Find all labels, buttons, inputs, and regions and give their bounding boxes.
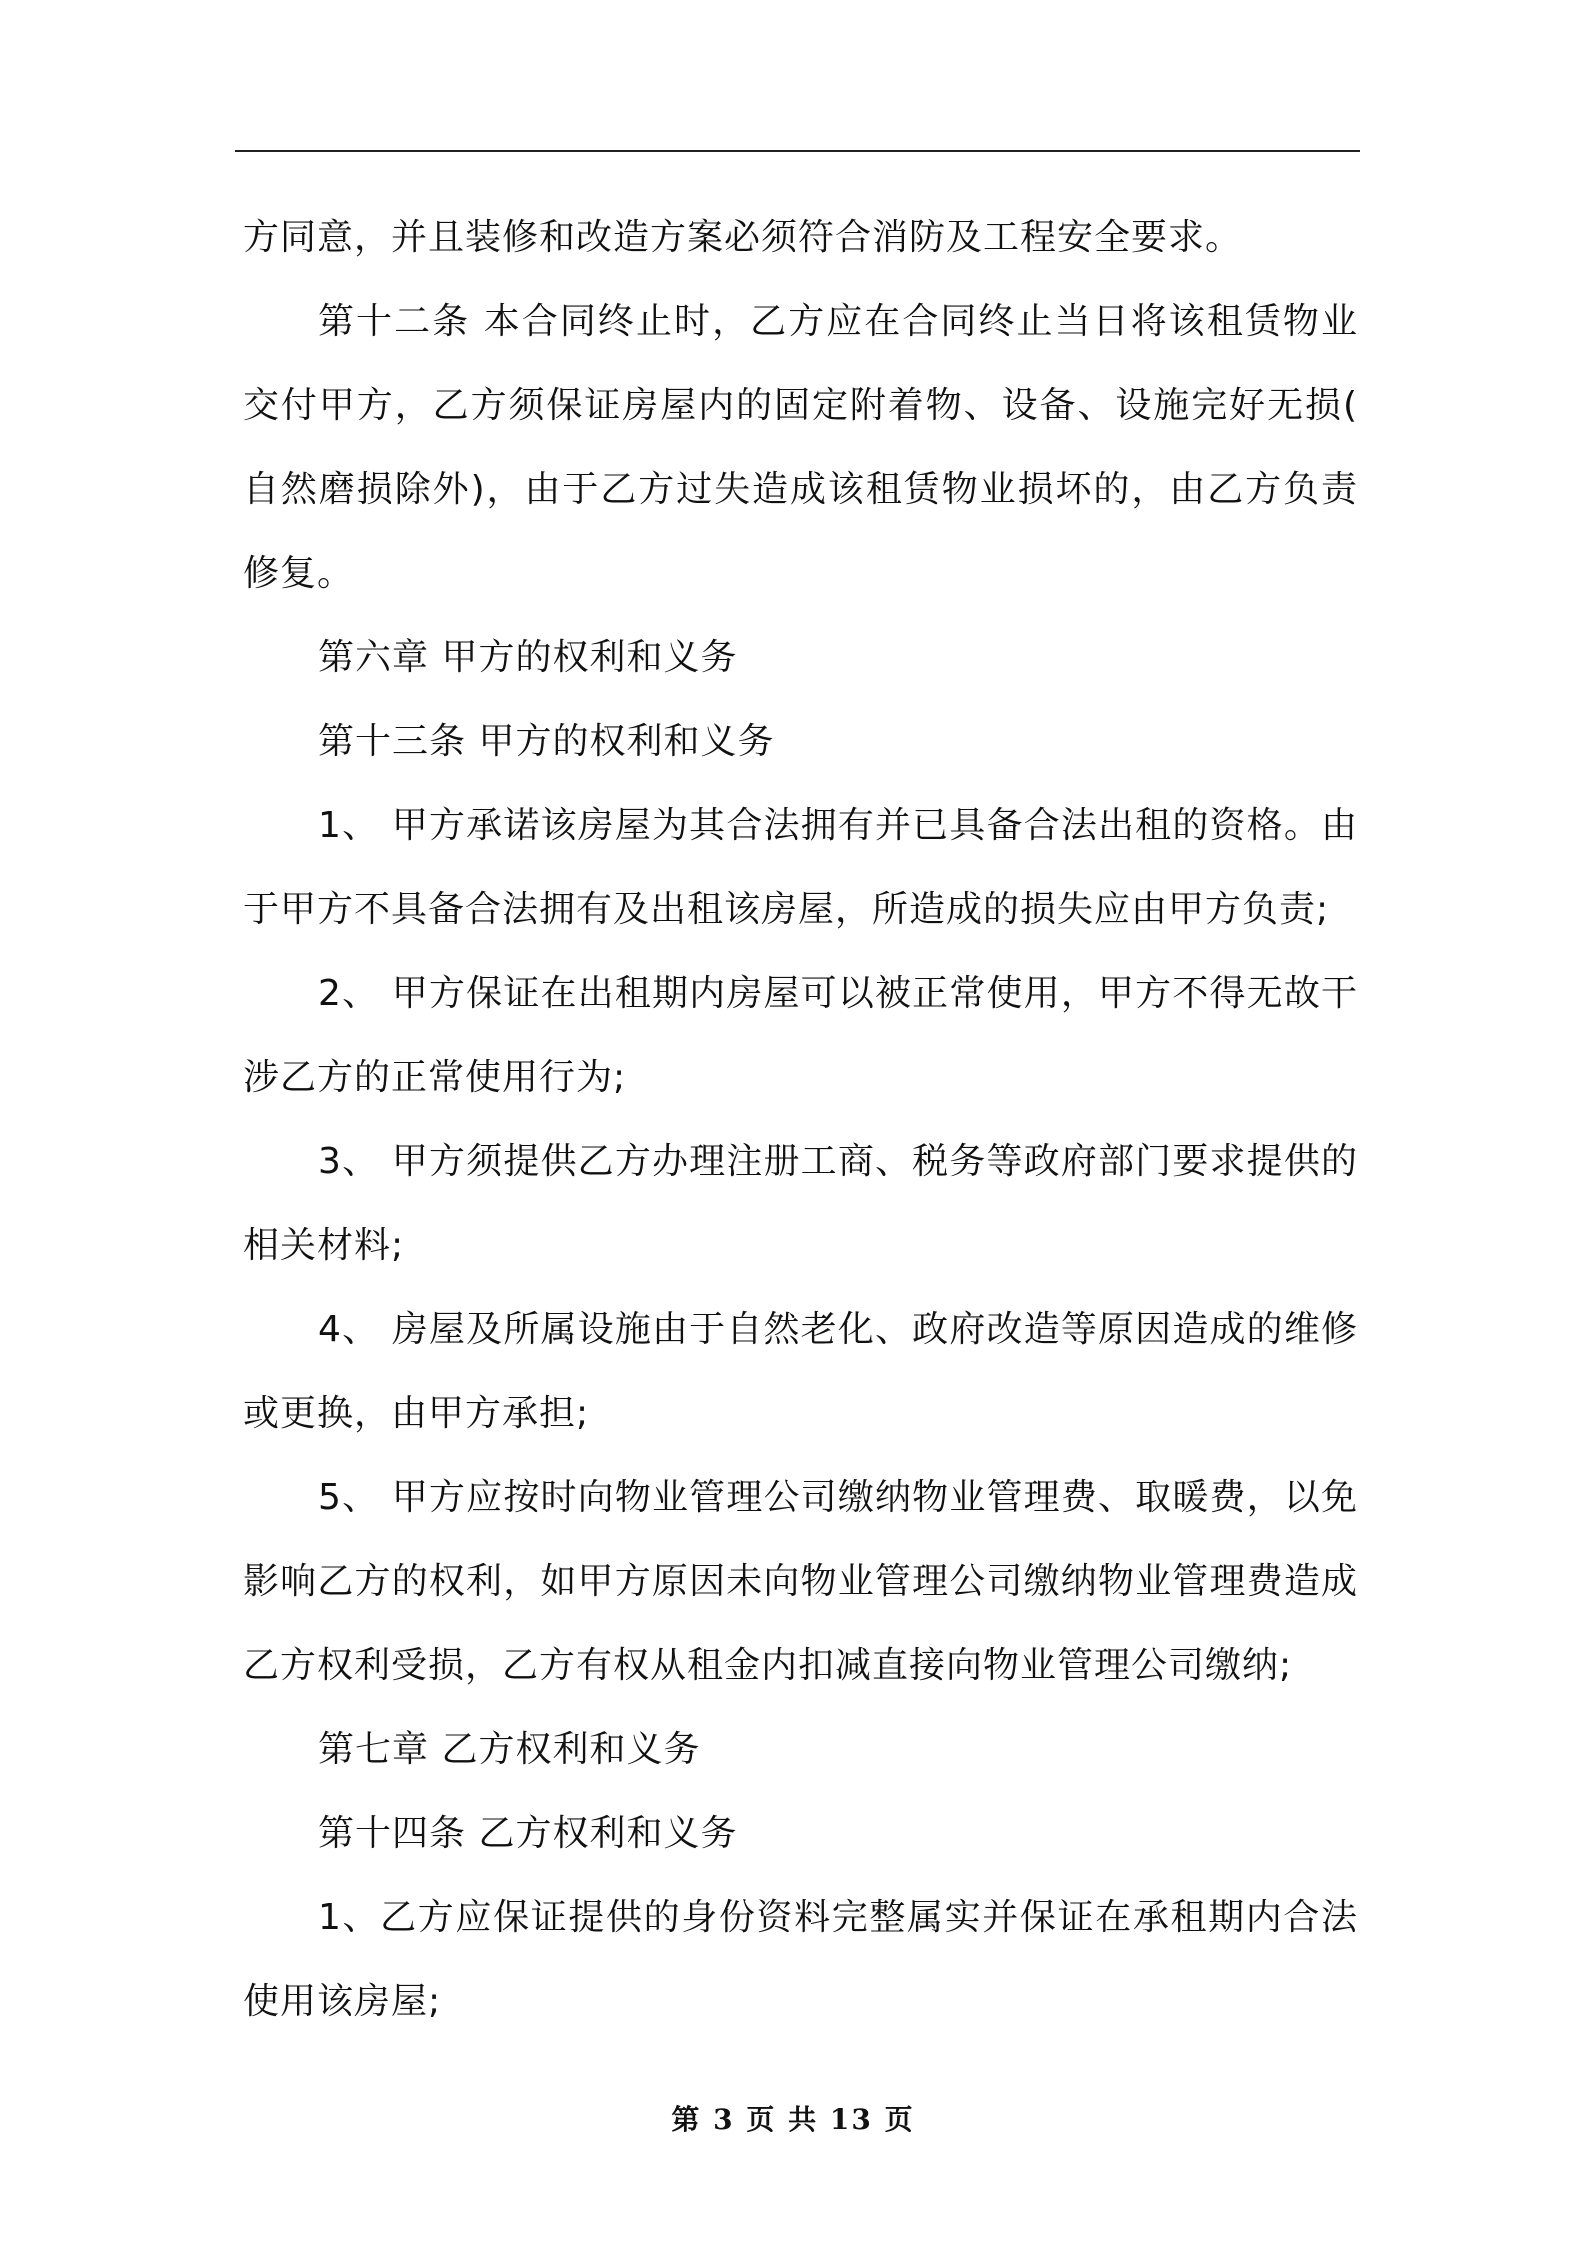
list-item-4: 4、 房屋及所属设施由于自然老化、政府改造等原因造成的维修或更换，由甲方承担; (243, 1309, 1358, 1434)
article-heading-14: 第十四条 乙方权利和义务 (318, 1813, 738, 1854)
list-item-2: 2、 甲方保证在出租期内房屋可以被正常使用，甲方不得无故干涉乙方的正常使用行为; (243, 973, 1358, 1098)
chapter-heading-7: 第七章 乙方权利和义务 (318, 1729, 701, 1770)
chapter-heading-6: 第六章 甲方的权利和义务 (318, 637, 738, 678)
list-item-1: 1、 甲方承诺该房屋为其合法拥有并已具备合法出租的资格。由于甲方不具备合法拥有及出租该房屋，所造成的损失应由甲方负责; (243, 805, 1358, 930)
article-heading-13: 第十三条 甲方的权利和义务 (318, 721, 775, 762)
list-item-5: 5、 甲方应按时向物业管理公司缴纳物业管理费、取暖费，以免影响乙方的权利，如甲方原因未向物业管理公司缴纳物业管理费造成乙方权利受损，乙方有权从租金内扣减直接向物业管理公司缴纳; (243, 1477, 1358, 1686)
list-item-3: 3、 甲方须提供乙方办理注册工商、税务等政府部门要求提供的相关材料; (243, 1141, 1358, 1266)
list-item-1-tenant: 1、乙方应保证提供的身份资料完整属实并保证在承租期内合法使用该房屋; (243, 1897, 1358, 2022)
paragraph-article-12: 第十二条 本合同终止时，乙方应在合同终止当日将该租赁物业交付甲方，乙方须保证房屋内的固定附着物、设备、设施完好无损(自然磨损除外)，由于乙方过失造成该租赁物业损坏的，由乙方负责修复。 (243, 301, 1358, 594)
page-number: 第 3 页 共 13 页 (671, 2103, 915, 2136)
header-divider (235, 150, 1360, 152)
paragraph-continuation: 方同意，并且装修和改造方案必须符合消防及工程安全要求。 (243, 217, 1243, 258)
document-body (243, 196, 1358, 2044)
